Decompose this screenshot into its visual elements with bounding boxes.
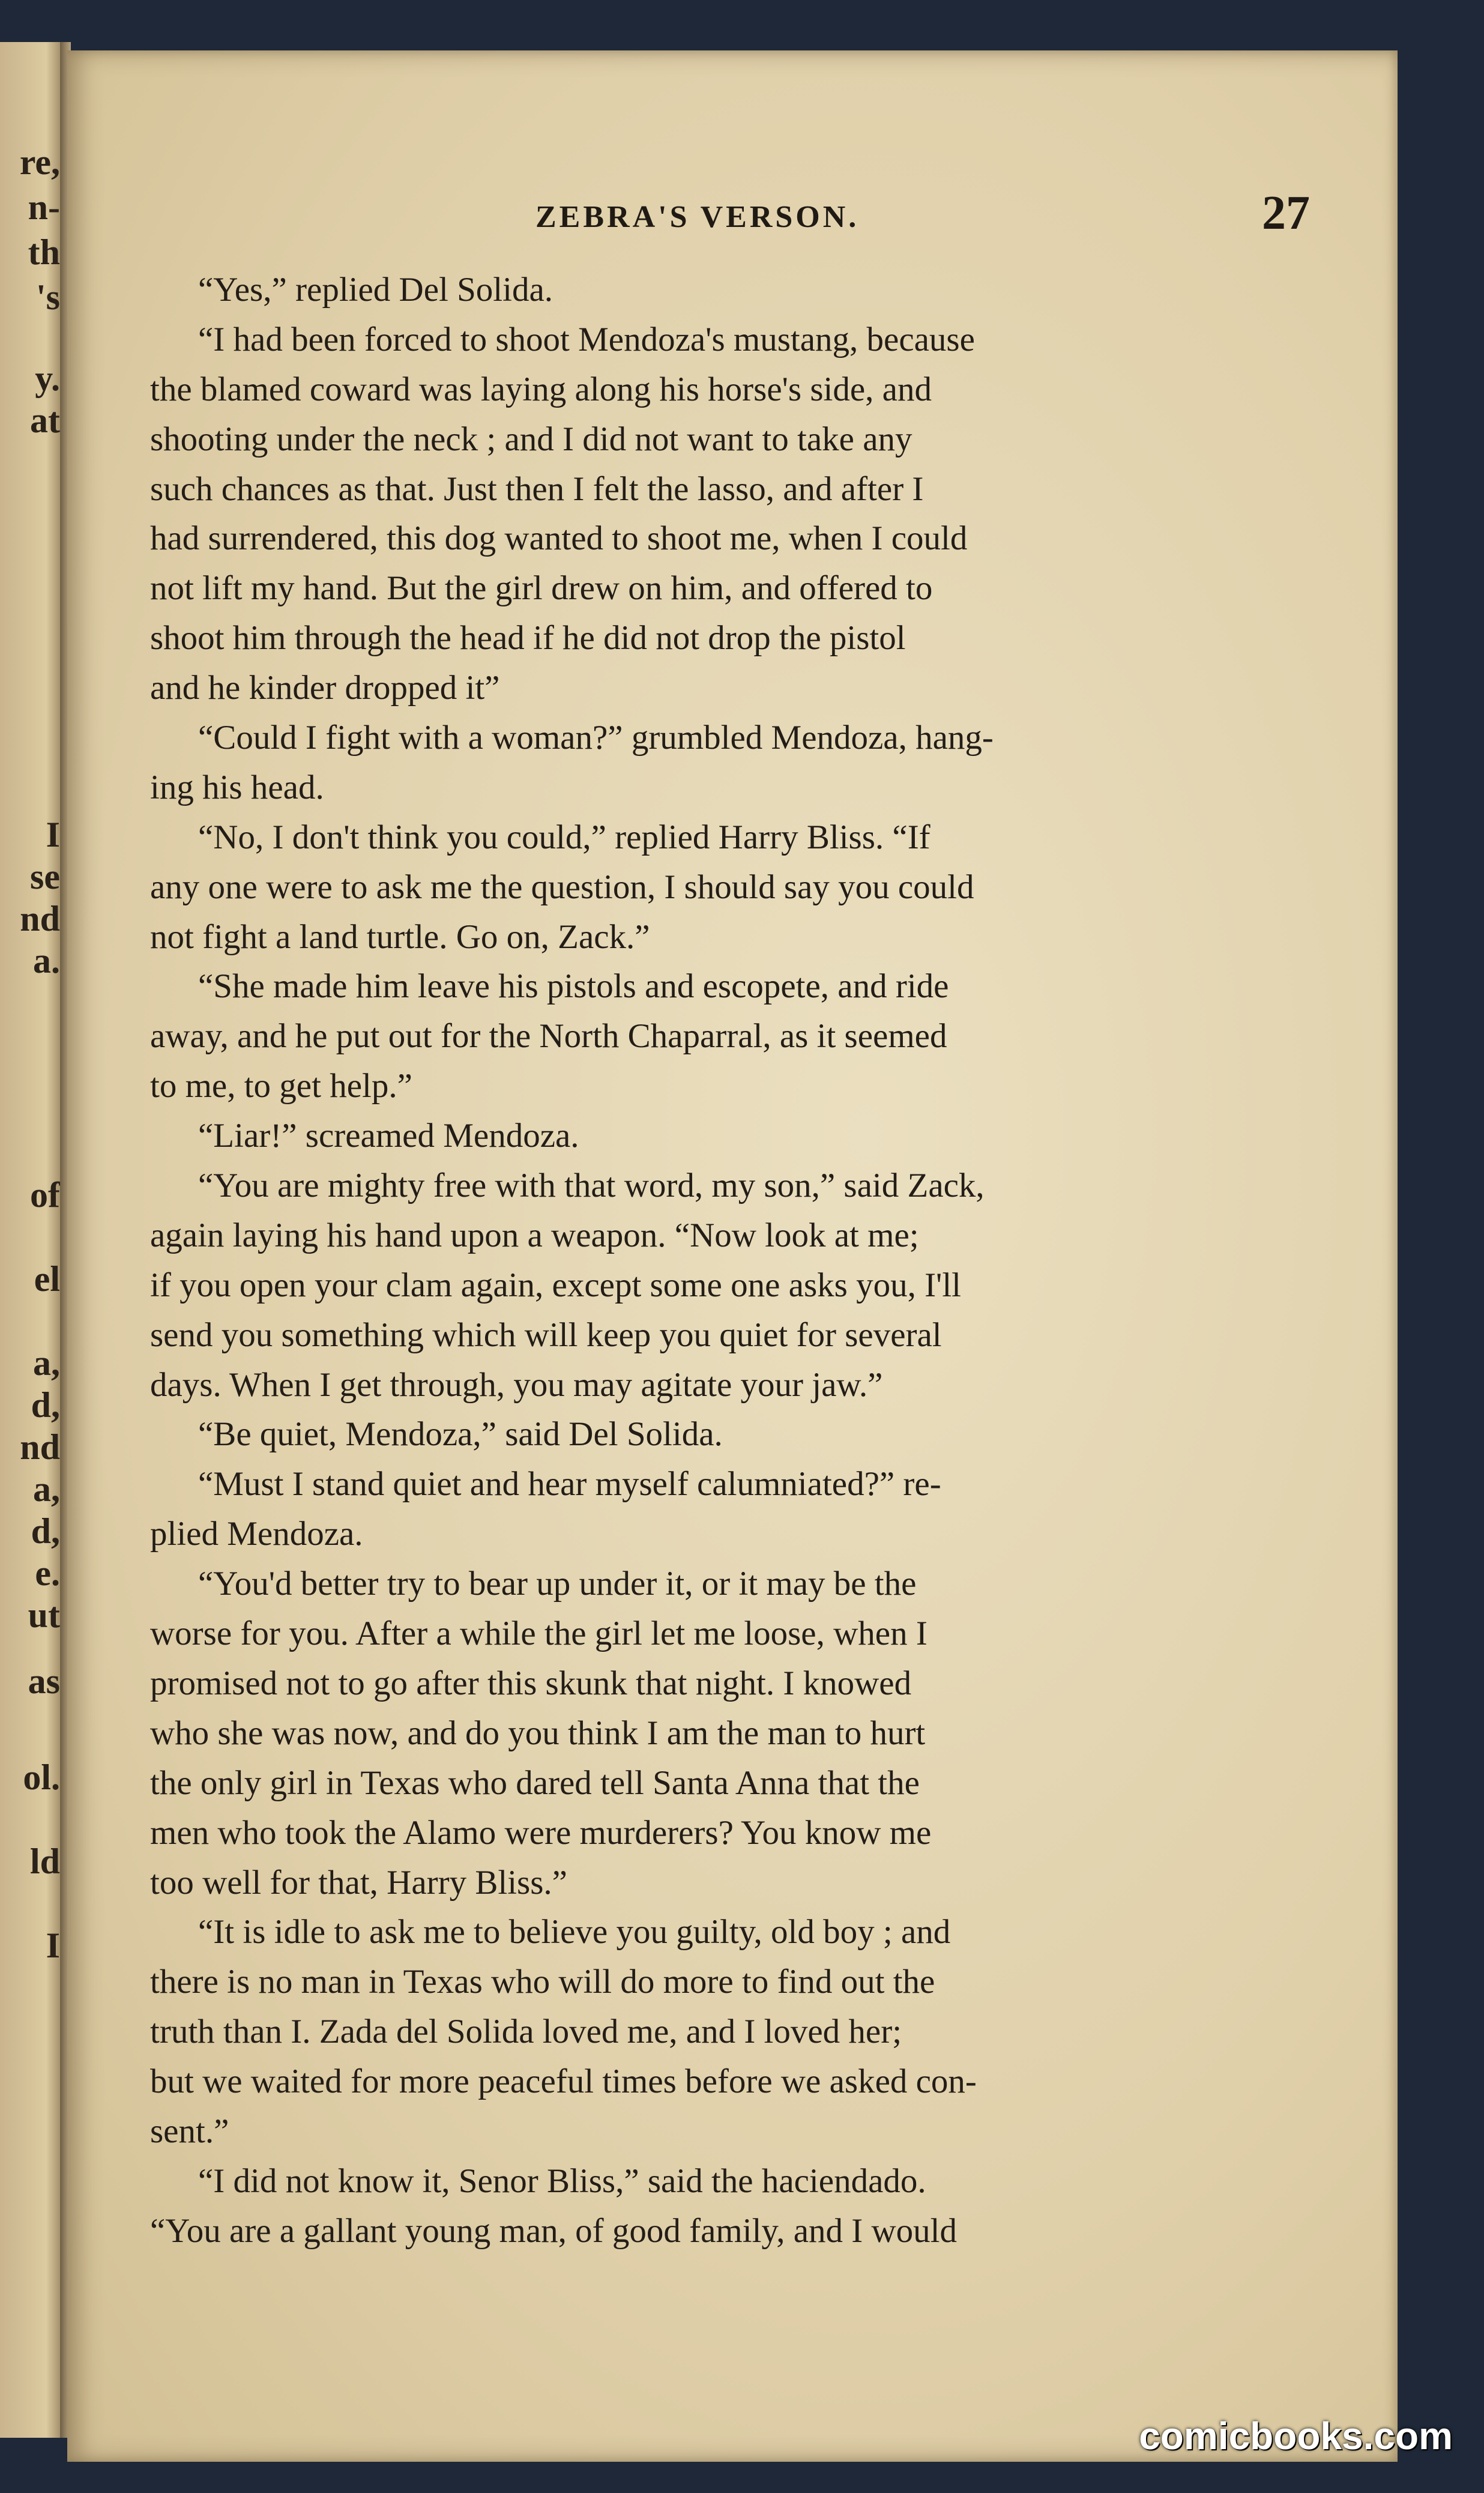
previous-page-text-fragment: nd <box>20 1427 60 1467</box>
page-number: 27 <box>1262 187 1310 240</box>
text-line: there is no man in Texas who will do more to find out the <box>150 1963 935 2001</box>
previous-page-edge <box>0 42 66 2438</box>
previous-page-text-fragment: n- <box>28 187 60 227</box>
previous-page-text-fragment: ol. <box>23 1757 60 1797</box>
text-line: “Liar!” screamed Mendoza. <box>198 1117 579 1155</box>
text-line: who she was now, and do you think I am the man to hurt <box>150 1714 926 1752</box>
text-line: “Could I fight with a woman?” grumbled Mendoza, hang- <box>198 719 994 757</box>
previous-page-text-fragment: I <box>46 1926 60 1965</box>
previous-page-text-fragment: nd <box>20 899 60 938</box>
text-line: but we waited for more peaceful times before we asked con- <box>150 2062 977 2101</box>
text-line: shoot him through the head if he did not drop the pistol <box>150 619 906 657</box>
text-line: men who took the Alamo were murderers? You know me <box>150 1813 932 1852</box>
text-line: again laying his hand upon a weapon. “Now look at me; <box>150 1216 919 1254</box>
previous-page-text-fragment: re, <box>19 142 60 182</box>
text-line: any one were to ask me the question, I should say you could <box>150 868 974 906</box>
previous-page-text-fragment: as <box>28 1661 60 1701</box>
text-line: “You are mighty free with that word, my son,” said Zack, <box>198 1167 985 1205</box>
previous-page-text-fragment: e. <box>35 1553 60 1593</box>
previous-page-text-fragment: ld <box>29 1842 60 1881</box>
previous-page-text-fragment: a, <box>33 1343 60 1383</box>
text-line: ing his head. <box>150 768 324 806</box>
text-line: to me, to get help.” <box>150 1067 412 1105</box>
text-line: had surrendered, this dog wanted to shoot me, when I could <box>150 519 968 558</box>
page <box>67 50 1398 2462</box>
text-line: and he kinder dropped it” <box>150 669 500 707</box>
text-line: “She made him leave his pistols and escopete, and ride <box>198 967 949 1006</box>
text-line: such chances as that. Just then I felt the lasso, and after I <box>150 470 924 508</box>
background-edge <box>1398 36 1484 2493</box>
text-line: send you something which will keep you quiet for several <box>150 1316 942 1354</box>
previous-page-text-fragment: el <box>34 1259 60 1299</box>
text-line: “No, I don't think you could,” replied Harry Bliss. “If <box>198 818 931 856</box>
previous-page-text-fragment: th <box>28 232 60 272</box>
previous-page-text-fragment: of <box>30 1175 60 1215</box>
previous-page-text-fragment: I <box>46 815 60 854</box>
body-text <box>150 265 1315 2256</box>
previous-page-text-fragment: y. <box>35 358 60 398</box>
previous-page-text-fragment: ut <box>28 1595 60 1635</box>
text-line: the only girl in Texas who dared tell Santa Anna that the <box>150 1763 920 1802</box>
text-line: sent.” <box>150 2112 229 2150</box>
text-line: not fight a land turtle. Go on, Zack.” <box>150 917 650 956</box>
previous-page-text-fragment: se <box>30 857 60 896</box>
text-line: “Be quiet, Mendoza,” said Del Solida. <box>198 1415 723 1454</box>
previous-page-text-fragment: a. <box>33 941 60 981</box>
text-line: “You are a gallant young man, of good family, and I would <box>150 2211 957 2250</box>
text-line: too well for that, Harry Bliss.” <box>150 1863 567 1902</box>
text-line: days. When I get through, you may agitate your jaw.” <box>150 1365 883 1404</box>
watermark: comicbooks.com <box>1139 2414 1453 2458</box>
text-line: “It is idle to ask me to believe you guilty, old boy ; and <box>198 1913 951 1951</box>
previous-page-text-fragment: a, <box>33 1469 60 1509</box>
text-line: not lift my hand. But the girl drew on him, and offered to <box>150 569 933 608</box>
previous-page-text-fragment: 's <box>35 277 60 317</box>
running-title: ZEBRA'S VERSON. <box>535 200 860 234</box>
previous-page-text-fragment: at <box>30 400 60 440</box>
text-line: worse for you. After a while the girl let me loose, when I <box>150 1615 928 1653</box>
text-line: “I had been forced to shoot Mendoza's mustang, because <box>198 320 975 358</box>
text-line: “I did not know it, Senor Bliss,” said the haciendado. <box>198 2162 926 2200</box>
previous-page-text-fragment: d, <box>31 1511 60 1551</box>
previous-page-text-fragment: d, <box>31 1385 60 1425</box>
text-line: if you open your clam again, except some one asks you, I'll <box>150 1266 961 1304</box>
text-line: “Yes,” replied Del Solida. <box>198 271 553 309</box>
text-line: promised not to go after this skunk that night. I knowed <box>150 1664 912 1702</box>
text-line: “Must I stand quiet and hear myself calumniated?” re- <box>198 1465 941 1503</box>
text-line: the blamed coward was laying along his horse's side, and <box>150 370 932 408</box>
text-line: “You'd better try to bear up under it, or it may be the <box>198 1565 917 1603</box>
text-line: shooting under the neck ; and I did not want to take any <box>150 420 912 458</box>
text-line: truth than I. Zada del Solida loved me, and I loved her; <box>150 2013 902 2051</box>
text-line: plied Mendoza. <box>150 1515 363 1553</box>
text-line: away, and he put out for the North Chaparral, as it seemed <box>150 1017 947 1056</box>
